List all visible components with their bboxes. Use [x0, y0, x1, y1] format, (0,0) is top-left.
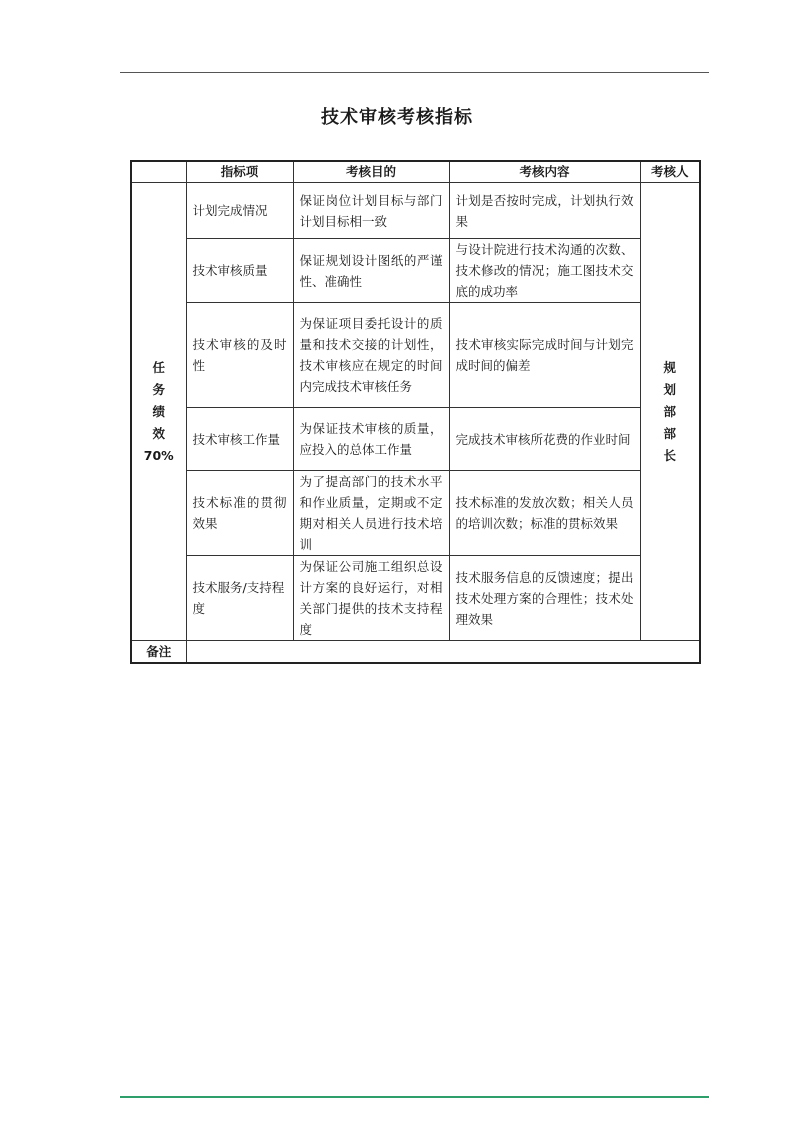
header-item: 指标项 — [186, 161, 293, 183]
reviewer-label: 规 划 部 部 长 — [663, 359, 676, 463]
content-cell: 与设计院进行技术沟通的次数、技术修改的情况；施工图技术交底的成功率 — [449, 239, 640, 303]
purpose-cell: 为保证项目委托设计的质量和技术交接的计划性，技术审核应在规定的时间内完成技术审核任务 — [293, 303, 449, 408]
footer-rule — [120, 1096, 709, 1098]
note-label: 备注 — [131, 641, 186, 664]
purpose-cell: 为了提高部门的技术水平和作业质量，定期或不定期对相关人员进行技术培训 — [293, 471, 449, 556]
purpose-cell: 为保证公司施工组织总设计方案的良好运行，对相关部门提供的技术支持程度 — [293, 556, 449, 641]
table-row — [131, 556, 700, 641]
content-cell: 技术服务信息的反馈速度；提出技术处理方案的合理性；技术处理效果 — [449, 556, 640, 641]
purpose-cell: 为保证技术审核的质量，应投入的总体工作量 — [293, 408, 449, 471]
table-row — [131, 471, 700, 556]
note-value — [186, 641, 700, 664]
table-row — [131, 408, 700, 471]
header-rule — [120, 72, 709, 73]
table-row — [131, 183, 700, 239]
content-cell: 完成技术审核所花费的作业时间 — [449, 408, 640, 471]
purpose-cell: 保证岗位计划目标与部门计划目标相一致 — [293, 183, 449, 239]
item-cell: 技术审核质量 — [186, 239, 293, 303]
content-cell: 技术审核实际完成时间与计划完成时间的偏差 — [449, 303, 640, 408]
content-cell: 计划是否按时完成，计划执行效果 — [449, 183, 640, 239]
purpose-cell: 保证规划设计图纸的严谨性、准确性 — [293, 239, 449, 303]
table-header-row — [131, 161, 700, 183]
item-cell: 技术服务/支持程度 — [186, 556, 293, 641]
header-purpose: 考核目的 — [293, 161, 449, 183]
category-cell — [131, 183, 186, 641]
reviewer-cell — [640, 183, 700, 641]
table-row — [131, 303, 700, 408]
note-row — [131, 641, 700, 664]
table-row — [131, 239, 700, 303]
header-content: 考核内容 — [449, 161, 640, 183]
kpi-table — [130, 160, 701, 664]
document-title: 技术审核考核指标 — [321, 107, 473, 128]
header-reviewer: 考核人 — [640, 161, 700, 183]
item-cell: 技术审核的及时性 — [186, 303, 293, 408]
item-cell: 技术标准的贯彻效果 — [186, 471, 293, 556]
header-category — [131, 161, 186, 183]
item-cell: 技术审核工作量 — [186, 408, 293, 471]
item-cell: 计划完成情况 — [186, 183, 293, 239]
category-label: 任 务 绩 效 70% — [143, 359, 174, 463]
content-cell: 技术标准的发放次数；相关人员的培训次数；标准的贯标效果 — [449, 471, 640, 556]
